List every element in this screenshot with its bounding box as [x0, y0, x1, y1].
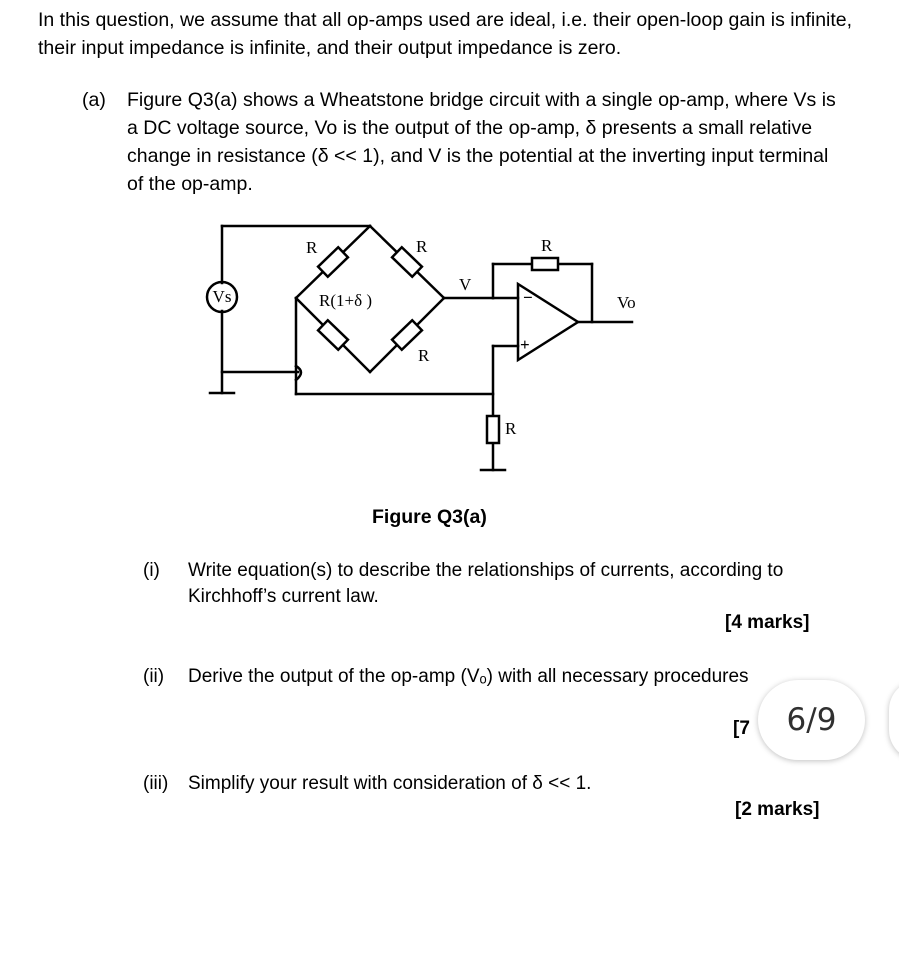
subquestion-2-marks: [7: [733, 718, 750, 739]
subquestion-2-text: Derive the output of the op-amp (Vₒ) with all necessary procedures: [188, 666, 749, 687]
label-vs: Vs: [212, 287, 232, 306]
part-a-label: (a): [82, 89, 106, 111]
subquestion-3-text: Simplify your result with consideration of δ << 1.: [188, 773, 592, 794]
label-r-bottom-left: R(1+δ ): [319, 291, 373, 310]
label-vo: Vo: [617, 293, 636, 312]
label-r-top-right: R: [416, 237, 428, 256]
resistor-ground: [487, 416, 499, 443]
part-a-text: Figure Q3(a) shows a Wheatstone bridge circuit with a single op-amp, where Vs is a DC voltage source, Vo is the output of the op-amp, δ presents a small relative change in resistance (δ << 1), and V is the potential at the inverting input terminal of the op-amp.: [127, 89, 836, 195]
subquestion-1-marks: [4 marks]: [725, 612, 810, 633]
subquestion-3-number: (iii): [143, 773, 169, 794]
page-indicator[interactable]: 6/9: [758, 680, 865, 760]
intro-paragraph: In this question, we assume that all op-amps used are ideal, i.e. their open-loop gain is infinite, their input impedance is infinite, and their output impedance is zero.: [38, 9, 853, 59]
label-node-v: V: [459, 275, 472, 294]
resistor-top-left: [318, 247, 348, 277]
subquestion-2-number: (ii): [143, 666, 165, 687]
subquestion-3-marks: [2 marks]: [735, 799, 820, 820]
label-r-feedback: R: [541, 236, 553, 255]
label-plus: +: [520, 335, 530, 354]
subquestion-1-text: Write equation(s) to describe the relationships of currents, according to Kirchhoff’s current law.: [188, 560, 784, 607]
resistor-bottom-left: [318, 320, 348, 350]
label-r-ground: R: [505, 419, 517, 438]
subquestion-1-number: (i): [143, 560, 160, 581]
label-minus: −: [523, 288, 533, 307]
resistor-feedback: [532, 258, 558, 270]
label-r-bottom-right: R: [418, 346, 430, 365]
label-r-top-left: R: [306, 238, 318, 257]
figure-caption: Figure Q3(a): [372, 506, 487, 528]
